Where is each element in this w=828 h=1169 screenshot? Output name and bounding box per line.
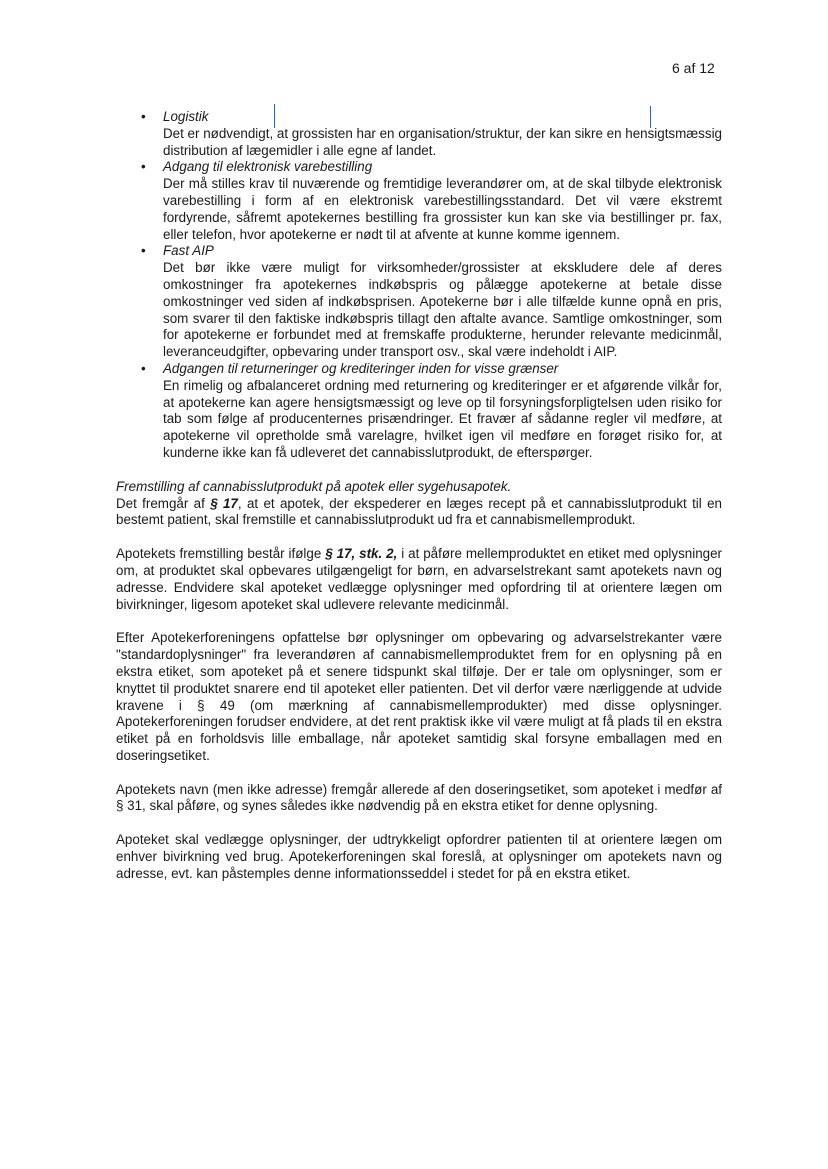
paragraph-text: Apotekets fremstilling består ifølge	[116, 546, 326, 562]
bullet-dot: •	[141, 243, 146, 259]
bullet-body: Der må stilles krav til nuværende og fremtidige leverandører om, at de skal tilbyde elektronisk varebestilling i form af en elektronisk varebestillingsstandard. Det vil være ekstremt fordyrende, såfremt apotekernes bestilling fra grossister kun kan ske via bestillinger pr. fax, eller telefon, hvor apotekerne er nødt til at afvente at kunne komme igennem.	[163, 176, 722, 242]
bullet-body: Det bør ikke være muligt for virksomheder/grossister at ekskludere dele af deres omkostninger fra apotekernes indkøbspris og pålægge apotekerne at betale disse omkostninger ved siden af indkøbsprisen. Apotekerne bør i alle tilfælde kunne opnå en pris, som svarer til den faktiske indkøbspris tillagt den aftalte avance. Samtlige omkostninger, som for apotekerne er forbundet med at fremskaffe produkterne, herunder relevante medicinmål, leveranceudgifter, opbevaring under transport osv., skal være indeholdt i AIP.	[163, 260, 722, 360]
page-number: 6 af 12	[672, 60, 715, 76]
section-fremstilling	[116, 479, 722, 883]
list-item	[116, 243, 722, 361]
paragraph: Apoteket skal vedlægge oplysninger, der udtrykkeligt opfordrer patienten til at orientere lægen om enhver bivirkning ved brug. Apotekerforeningen skal foreslå, at oplysninger om apotekets navn og adresse, evt. kan påstemples denne informationsseddel i stedet for på en ekstra etiket.	[116, 832, 722, 881]
bullet-dot: •	[141, 159, 146, 175]
section-title: Fremstilling af cannabisslutprodukt på apotek eller sygehusapotek.	[116, 478, 512, 494]
bullet-title: Fast AIP	[163, 243, 214, 259]
paragraph	[116, 546, 722, 613]
bullet-title: Adgang til elektronisk varebestilling	[163, 159, 373, 175]
paragraph: Apotekets navn (men ikke adresse) fremgår allerede af den doseringsetiket, som apoteket i medfør af § 31, skal påføre, og synes således ikke nødvendig på en ekstra etiket for denne oplysning.	[116, 781, 722, 814]
paragraph: Efter Apotekerforeningens opfattelse bør oplysninger om opbevaring og advarselstrekanter være "standardoplysninger" fra leverandøren af cannabismellemproduktet frem for en oplysning på en ekstra etiket, som apoteket på et senere tidspunkt skal tilføje. Der er tale om oplysninger, som er knyttet til produktet snarere end til apoteket eller patienten. Det vil derfor være nærliggende at udvide kravene i § 49 (om mærkning af cannabismellemprodukter) med disse oplysninger. Apotekerforeningen forudser endvidere, at det rent praktisk ikke vil være muligt at få plads til en ekstra etiket på en forholdsvis lille emballage, når apoteket samtidig skal forsyne emballagen med en doseringsetiket.	[116, 630, 722, 763]
paragraph-text: Det fremgår af	[116, 495, 211, 511]
paragraph-text: i at påføre mellemproduktet en etiket med oplysninger om, at produktet skal opbevares utilgængeligt for børn, en advarselstrekant samt apotekets navn og adresse. Endvidere skal apoteket vedlægge oplysninger med opfordring til at orientere lægen om bivirkninger, ligesom apoteket skal udlevere relevante medicinmål.	[116, 546, 722, 612]
bullet-title: Adgangen til returneringer og krediteringer inden for visse grænser	[163, 360, 559, 376]
bullet-body: En rimelig og afbalanceret ordning med returnering og krediteringer er et afgørende vilkår for, at apotekerne kan agere hensigtsmæssigt og leve op til forsyningsforpligtelsen uden risiko for tab som følge af producenternes prisændringer. Et fravær af sådanne regler vil medføre, at apotekerne vil opretholde små varelagre, hvilket igen vil medføre en forøget risiko for, at kunderne ikke kan få udleveret det cannabisslutprodukt, de efterspørger.	[163, 377, 722, 460]
bullet-dot: •	[141, 109, 146, 124]
list-item	[116, 109, 722, 159]
paragraph	[116, 496, 722, 530]
list-item	[116, 159, 722, 243]
list-item	[116, 361, 722, 462]
paragraph-text: , at et apotek, der ekspederer en læges recept på et cannabisslutprodukt til en bestemt patient, skal fremstille et cannabisslutprodukt ud fra et cannabismellemprodukt.	[116, 495, 722, 528]
legal-reference: § 17	[210, 495, 238, 511]
bullet-list	[116, 109, 722, 462]
legal-reference: § 17, stk. 2,	[325, 546, 398, 562]
bullet-dot: •	[141, 360, 146, 376]
bullet-body: Det er nødvendigt, at grossisten har en organisation/struktur, der kan sikre en hensigtsmæssig distribution af lægemidler i alle egne af landet.	[163, 125, 722, 158]
document-body	[116, 109, 722, 883]
bullet-title: Logistik	[163, 109, 209, 124]
